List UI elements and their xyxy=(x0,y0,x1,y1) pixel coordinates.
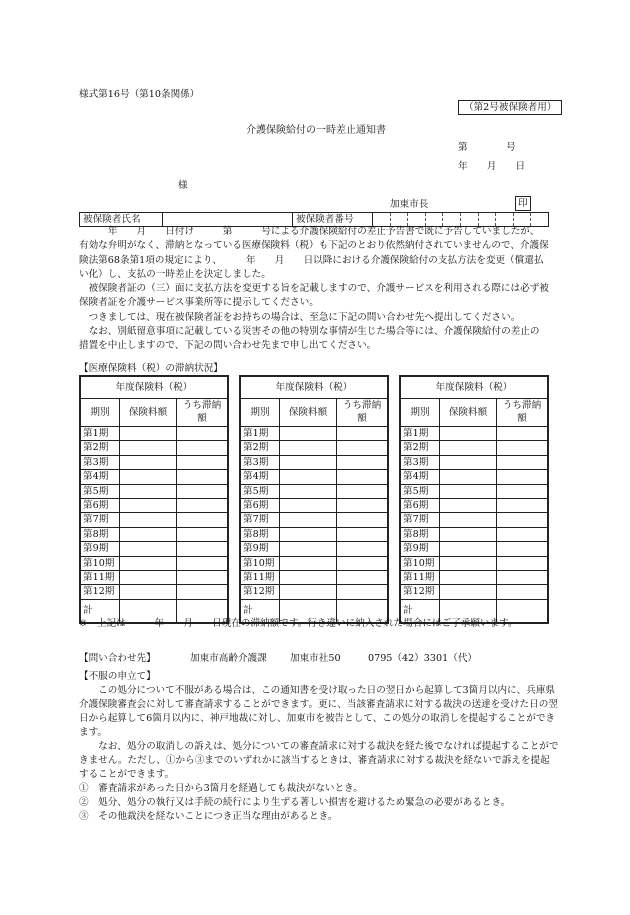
arrears-cell xyxy=(497,484,549,498)
form-code: 様式第16号（第10条関係） xyxy=(79,89,200,100)
arrears-cell xyxy=(497,571,549,585)
premium-cell xyxy=(280,470,337,484)
note-mark: ※ xyxy=(79,618,88,629)
arrears-cell xyxy=(177,513,229,527)
premium-cell xyxy=(440,426,497,440)
premium-cell xyxy=(120,498,177,512)
arrears-cell xyxy=(497,513,549,527)
premium-cell xyxy=(440,556,497,570)
notice-paragraph-4: なお、別紙留意事項に記載している災害その他の特別な事情が生じた場合等には、介護保険給付の差止の措置を中止しますので、下記の問い合わせ先まで申し出てください。 xyxy=(79,326,540,352)
period-label: 第9期 xyxy=(80,542,120,556)
seal-mark: 印 xyxy=(515,196,531,211)
arrears-cell xyxy=(177,498,229,512)
arrears-cell xyxy=(337,542,389,556)
period-label: 第11期 xyxy=(240,571,280,585)
period-label: 第7期 xyxy=(400,513,440,527)
arrears-cell xyxy=(177,585,229,599)
period-label: 第1期 xyxy=(240,426,280,440)
contact-heading: 【問い合わせ先】 xyxy=(79,653,156,664)
premium-cell xyxy=(440,470,497,484)
period-column-header: 期別 xyxy=(400,399,440,427)
arrears-column-header: うち滞納額 xyxy=(177,399,229,427)
total-label: 計 xyxy=(400,599,440,623)
period-label: 第7期 xyxy=(240,513,280,527)
premium-cell xyxy=(440,441,497,455)
notice-paragraph-2: 被保険者証の（三）面に支払方法を変更する旨を記載しますので、介護サービスを利用される際には必ず被保険者証を介護サービス事業所等に提示してください。 xyxy=(79,283,549,309)
period-label: 第6期 xyxy=(400,498,440,512)
condition-item: ③ その他裁決を経ないことにつき正当な理由があるとき。 xyxy=(79,811,338,822)
arrears-cell xyxy=(177,527,229,541)
arrears-cell xyxy=(497,441,549,455)
arrears-cell xyxy=(177,484,229,498)
period-label: 第9期 xyxy=(240,542,280,556)
period-label: 第2期 xyxy=(80,441,120,455)
premium-cell xyxy=(120,484,177,498)
contact-address: 加東市社50 xyxy=(290,653,341,664)
period-label: 第6期 xyxy=(240,498,280,512)
notice-paragraph-3: つきましては、現在被保険者証をお持ちの場合は、至急に下記の問い合わせ先へ提出してください。 xyxy=(79,311,521,323)
arrears-table-2 xyxy=(239,375,389,624)
period-label: 第3期 xyxy=(400,455,440,469)
premium-cell xyxy=(440,455,497,469)
arrears-cell xyxy=(177,441,229,455)
arrears-cell xyxy=(497,542,549,556)
issuer-name: 加東市長 xyxy=(390,199,429,210)
period-label: 第1期 xyxy=(400,426,440,440)
period-label: 第3期 xyxy=(240,455,280,469)
objection-paragraph-1: この処分について不服がある場合は、この通知書を受け取った日の翌日から起算して3箇月以内に、兵庫県介護保険審査会に対して審査請求することができます。更に、当該審査請求に対する裁決の送達を受けた日の翌日から起算して6箇月以内に、神戸地裁に対し、加東市を被告として、この処分の取消しを提起することができます。 xyxy=(79,685,558,738)
arrears-cell xyxy=(337,426,389,440)
premium-cell xyxy=(280,441,337,455)
period-label: 第10期 xyxy=(80,556,120,570)
period-label: 第8期 xyxy=(80,527,120,541)
arrears-cell xyxy=(337,484,389,498)
period-label: 第10期 xyxy=(240,556,280,570)
premium-cell xyxy=(120,542,177,556)
arrears-cell xyxy=(497,585,549,599)
period-label: 第6期 xyxy=(80,498,120,512)
condition-item: ① 審査請求があった日から3箇月を経過しても裁決がないとき。 xyxy=(79,783,363,794)
premium-column-header: 保険料額 xyxy=(280,399,337,427)
premium-cell xyxy=(280,484,337,498)
premium-cell xyxy=(280,585,337,599)
period-label: 第5期 xyxy=(80,484,120,498)
period-label: 第1期 xyxy=(80,426,120,440)
premium-cell xyxy=(440,513,497,527)
total-label: 計 xyxy=(240,599,280,623)
arrears-cell xyxy=(337,571,389,585)
premium-cell xyxy=(120,513,177,527)
period-label: 第2期 xyxy=(400,441,440,455)
fiscal-year-header: 年度保険料（税） xyxy=(400,376,548,399)
addressee-suffix: 様 xyxy=(178,180,188,191)
arrears-cell xyxy=(337,556,389,570)
period-label: 第4期 xyxy=(400,470,440,484)
arrears-cell xyxy=(177,542,229,556)
document-date: 年 月 日 xyxy=(458,161,526,172)
arrears-table-3 xyxy=(399,375,549,624)
arrears-cell xyxy=(337,455,389,469)
period-label: 第12期 xyxy=(400,585,440,599)
premium-cell xyxy=(120,426,177,440)
premium-cell xyxy=(120,556,177,570)
premium-cell xyxy=(280,498,337,512)
period-label: 第11期 xyxy=(80,571,120,585)
fiscal-year-header: 年度保険料（税） xyxy=(80,376,228,399)
period-label: 第8期 xyxy=(400,527,440,541)
premium-cell xyxy=(440,484,497,498)
arrears-cell xyxy=(177,426,229,440)
contact-department: 加東市高齢介護課 xyxy=(190,653,267,664)
insured-number-label: 被保険者番号 xyxy=(293,213,373,227)
period-label: 第4期 xyxy=(80,470,120,484)
total-label: 計 xyxy=(80,599,120,623)
fiscal-year-header: 年度保険料（税） xyxy=(240,376,388,399)
arrears-cell xyxy=(337,527,389,541)
premium-column-header: 保険料額 xyxy=(440,399,497,427)
period-label: 第12期 xyxy=(80,585,120,599)
period-label: 第12期 xyxy=(240,585,280,599)
arrears-cell xyxy=(177,571,229,585)
document-number: 第 号 xyxy=(458,142,516,153)
premium-cell xyxy=(120,527,177,541)
premium-cell xyxy=(440,542,497,556)
premium-cell xyxy=(280,571,337,585)
period-label: 第3期 xyxy=(80,455,120,469)
arrears-cell xyxy=(497,455,549,469)
premium-cell xyxy=(280,426,337,440)
objection-body xyxy=(79,684,559,824)
arrears-cell xyxy=(337,585,389,599)
arrears-cell xyxy=(337,470,389,484)
arrears-cell xyxy=(497,556,549,570)
period-label: 第5期 xyxy=(240,484,280,498)
period-label: 第9期 xyxy=(400,542,440,556)
condition-item: ② 処分、処分の執行又は手続の続行により生ずる著しい損害を避けるため緊急の必要があるとき。 xyxy=(79,797,511,808)
arrears-cell xyxy=(497,527,549,541)
premium-cell xyxy=(280,542,337,556)
premium-cell xyxy=(280,556,337,570)
premium-cell xyxy=(280,513,337,527)
arrears-column-header: うち滞納額 xyxy=(337,399,389,427)
period-label: 第4期 xyxy=(240,470,280,484)
arrears-cell xyxy=(497,470,549,484)
premium-column-header: 保険料額 xyxy=(120,399,177,427)
premium-cell xyxy=(120,585,177,599)
period-label: 第2期 xyxy=(240,441,280,455)
arrears-cell xyxy=(337,441,389,455)
premium-cell xyxy=(280,455,337,469)
arrears-cell xyxy=(337,513,389,527)
arrears-cell xyxy=(497,498,549,512)
arrears-cell xyxy=(177,556,229,570)
note-text: 上記は 年 月 日現在の滞納額です。行き違いに納入された場合にはご了承願います。 xyxy=(97,618,518,629)
premium-cell xyxy=(440,585,497,599)
premium-cell xyxy=(280,527,337,541)
objection-heading: 【不服の申立て】 xyxy=(79,671,156,682)
arrears-heading: 【医療保険料（税）の滞納状況】 xyxy=(79,363,223,374)
objection-paragraph-2: なお、処分の取消しの訴えは、処分についての審査請求に対する裁決を経た後でなければ提起することができません。ただし、①から③までのいずれかに該当するときは、審査請求に対する裁決を経ないで訴えを提起することができます。 xyxy=(79,741,559,780)
period-column-header: 期別 xyxy=(80,399,120,427)
arrears-column-header: うち滞納額 xyxy=(497,399,549,427)
insured-name-label: 被保険者氏名 xyxy=(80,213,163,227)
notice-body xyxy=(79,225,549,354)
premium-cell xyxy=(120,571,177,585)
arrears-cell xyxy=(177,455,229,469)
arrears-cell xyxy=(497,426,549,440)
premium-cell xyxy=(440,527,497,541)
premium-cell xyxy=(120,470,177,484)
premium-cell xyxy=(440,571,497,585)
document-title: 介護保険給付の一時差止通知書 xyxy=(246,125,386,136)
period-label: 第7期 xyxy=(80,513,120,527)
period-label: 第11期 xyxy=(400,571,440,585)
period-column-header: 期別 xyxy=(240,399,280,427)
arrears-cell xyxy=(177,470,229,484)
period-label: 第8期 xyxy=(240,527,280,541)
period-label: 第5期 xyxy=(400,484,440,498)
arrears-table-1 xyxy=(79,375,229,624)
arrears-cell xyxy=(337,498,389,512)
premium-cell xyxy=(120,455,177,469)
premium-cell xyxy=(120,441,177,455)
form-type-label: （第2号被保険者用） xyxy=(458,100,562,115)
premium-cell xyxy=(440,498,497,512)
contact-phone: 0795（42）3301（代） xyxy=(368,653,478,664)
notice-paragraph-1: 年 月 日付け 第 号による介護保険給付の差止予告書で既に予告していましたが、有効な弁明がなく、滞納となっている医療保険料（税）も下記のとおり依然納付されていませんので、介護保険法第68条第1項の規定により、 年 月 日以降における介護保険給付の支払方法を変更（償還払い化）し、支払の一時差止を決定しました。 xyxy=(79,226,549,280)
period-label: 第10期 xyxy=(400,556,440,570)
